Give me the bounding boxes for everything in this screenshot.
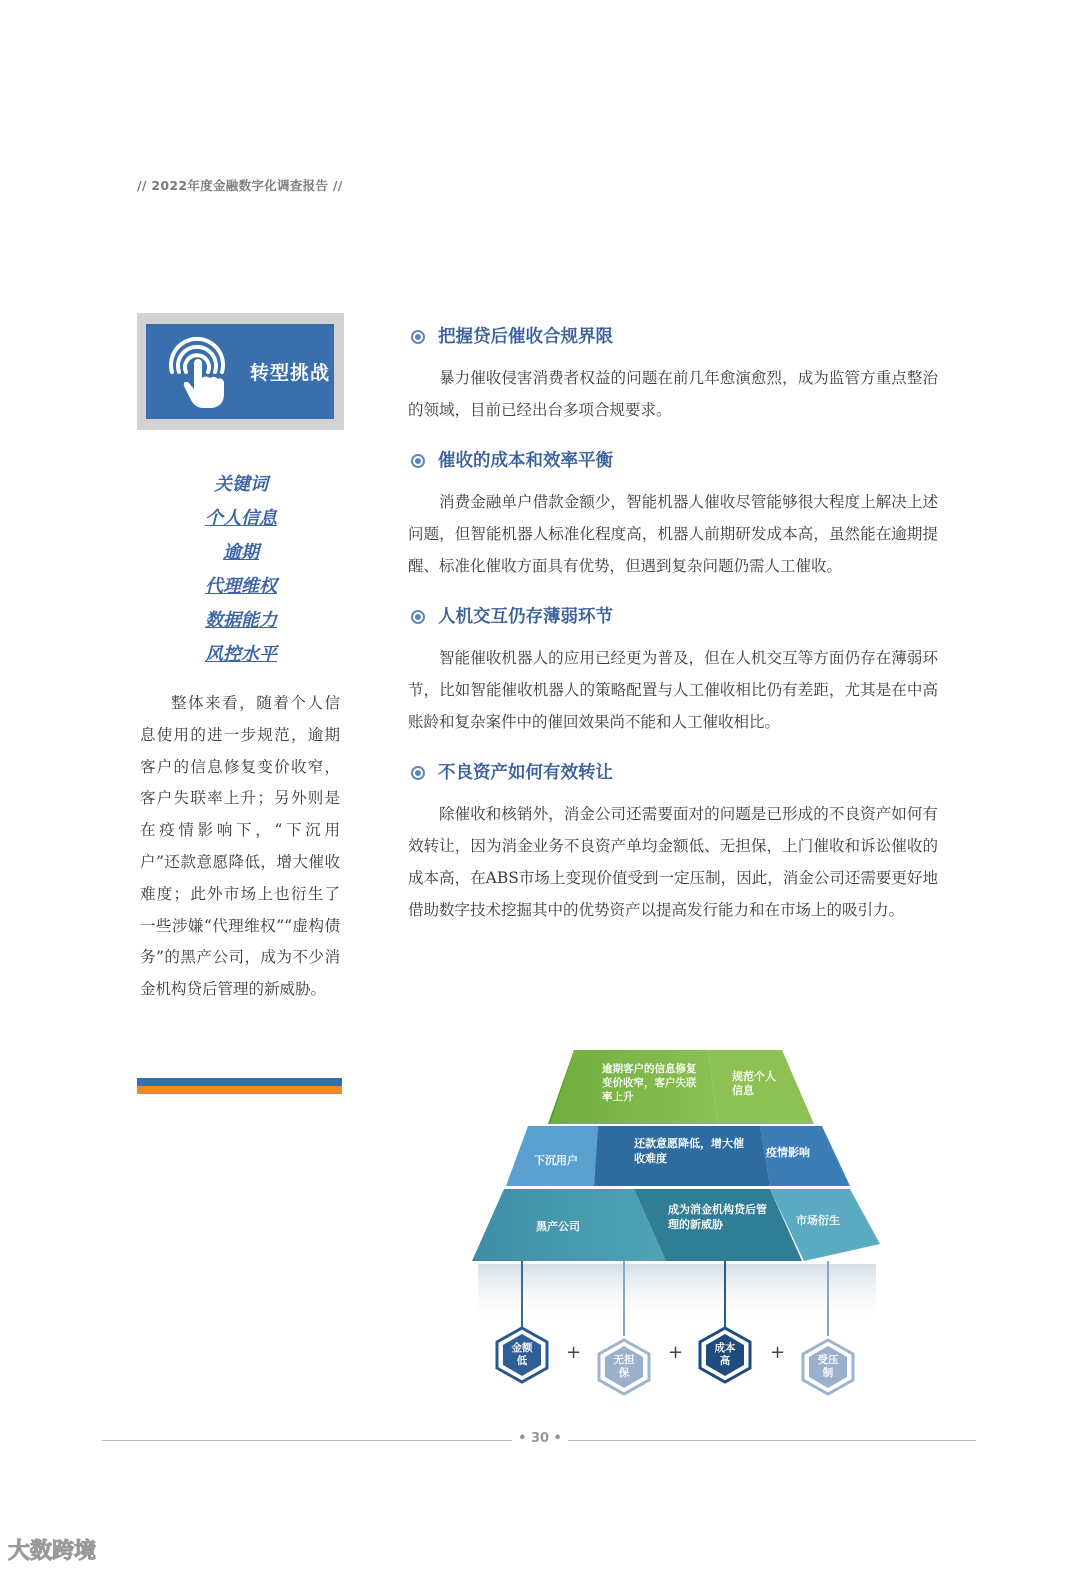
section-heading: 不良资产如何有效转让 — [408, 758, 938, 788]
footer-divider — [568, 1440, 976, 1441]
plus-sign: + — [770, 1342, 786, 1363]
tier1-right-label: 规范个人信息 — [732, 1070, 776, 1097]
tier3-center-label: 成为消金机构贷后管理的新威胁 — [668, 1203, 767, 1231]
decorative-bars — [137, 1078, 342, 1094]
keyword-item: 逾期 — [223, 542, 259, 563]
bullet-circle-icon — [411, 610, 425, 624]
bullet-circle-icon — [411, 330, 425, 344]
plus-sign: + — [566, 1342, 582, 1363]
section-body: 暴力催收侵害消费者权益的问题在前几年愈演愈烈，成为监管方重点整治的领域，目前已经出台多项合规要求。 — [408, 369, 938, 419]
section-body: 消费金融单户借款金额少，智能机器人催收尽管能够很大程度上解决上述问题，但智能机器人标准化程度高，机器人前期研发成本高，虽然能在逾期提醒、标准化催收方面具有优势，但遇到复杂问题仍需人工催收。 — [408, 493, 938, 575]
footer-divider — [102, 1440, 512, 1441]
plus-sign: + — [668, 1342, 684, 1363]
section-heading: 人机交互仍存薄弱环节 — [408, 602, 938, 632]
tier3-right-label: 市场衍生 — [796, 1214, 840, 1227]
badge-title: 转型挑战 — [250, 362, 331, 384]
section-body: 除催收和核销外，消金公司还需要面对的问题是已形成的不良资产如何有效转让，因为消金业务不良资产单均金额低、无担保，上门催收和诉讼催收的成本高，在ABS市场上变现价值受到一定压制，因此，消金公司还需要更好地借助数字技术挖掘其中的优势资产以提高发行能力和在市场上的吸引力。 — [408, 805, 938, 919]
section-heading: 把握贷后催收合规界限 — [408, 322, 938, 352]
main-content — [408, 322, 938, 946]
tier2-right-label: 疫情影响 — [766, 1146, 810, 1159]
bullet-circle-icon — [411, 454, 425, 468]
tier3-left-label: 黑产公司 — [536, 1220, 580, 1233]
keywords-title: 关键词 — [214, 474, 268, 495]
keyword-item: 代理维权 — [205, 576, 277, 597]
pyramid-diagram — [470, 1046, 890, 1400]
section-body: 智能催收机器人的应用已经更为普及，但在人机交互等方面仍存在薄弱环节，比如智能催收机器人的策略配置与人工催收相比仍有差距，尤其是在中高账龄和复杂案件中的催回效果尚不能和人工催收相比。 — [408, 649, 938, 731]
section-badge — [137, 313, 344, 430]
hexagon-label: 无担保 — [613, 1354, 635, 1379]
watermark-logo: 大数跨境 — [8, 1539, 97, 1564]
keyword-item: 数据能力 — [205, 610, 277, 631]
tier1-center-label: 逾期客户的信息修复变价收窄，客户失联率上升 — [602, 1063, 697, 1103]
hexagon-label: 金额低 — [511, 1342, 533, 1367]
touch-hand-icon — [162, 334, 232, 414]
page-number: • 30 • — [518, 1431, 562, 1446]
tier2-center-label: 还款意愿降低，增大催收难度 — [634, 1137, 744, 1165]
hexagon-label: 受压制 — [817, 1354, 839, 1379]
tier2-left-label: 下沉用户 — [534, 1154, 578, 1167]
keywords-block — [140, 468, 342, 672]
keyword-item: 个人信息 — [205, 508, 277, 529]
report-header: // 2022年度金融数字化调查报告 // — [137, 178, 343, 193]
bullet-circle-icon — [411, 766, 425, 780]
section-heading: 催收的成本和效率平衡 — [408, 446, 938, 476]
hexagon-label: 成本高 — [714, 1342, 736, 1367]
summary-paragraph: 整体来看，随着个人信息使用的进一步规范，逾期客户的信息修复变价收窄，客户失联率上升；另外则是在疫情影响下，“下沉用户”还款意愿降低，增大催收难度；此外市场上也衍生了一些涉嫌“代理维权”“虚构债务”的黑产公司，成为不少消金机构贷后管理的新威胁。 — [140, 694, 340, 999]
keyword-item: 风控水平 — [205, 644, 277, 665]
